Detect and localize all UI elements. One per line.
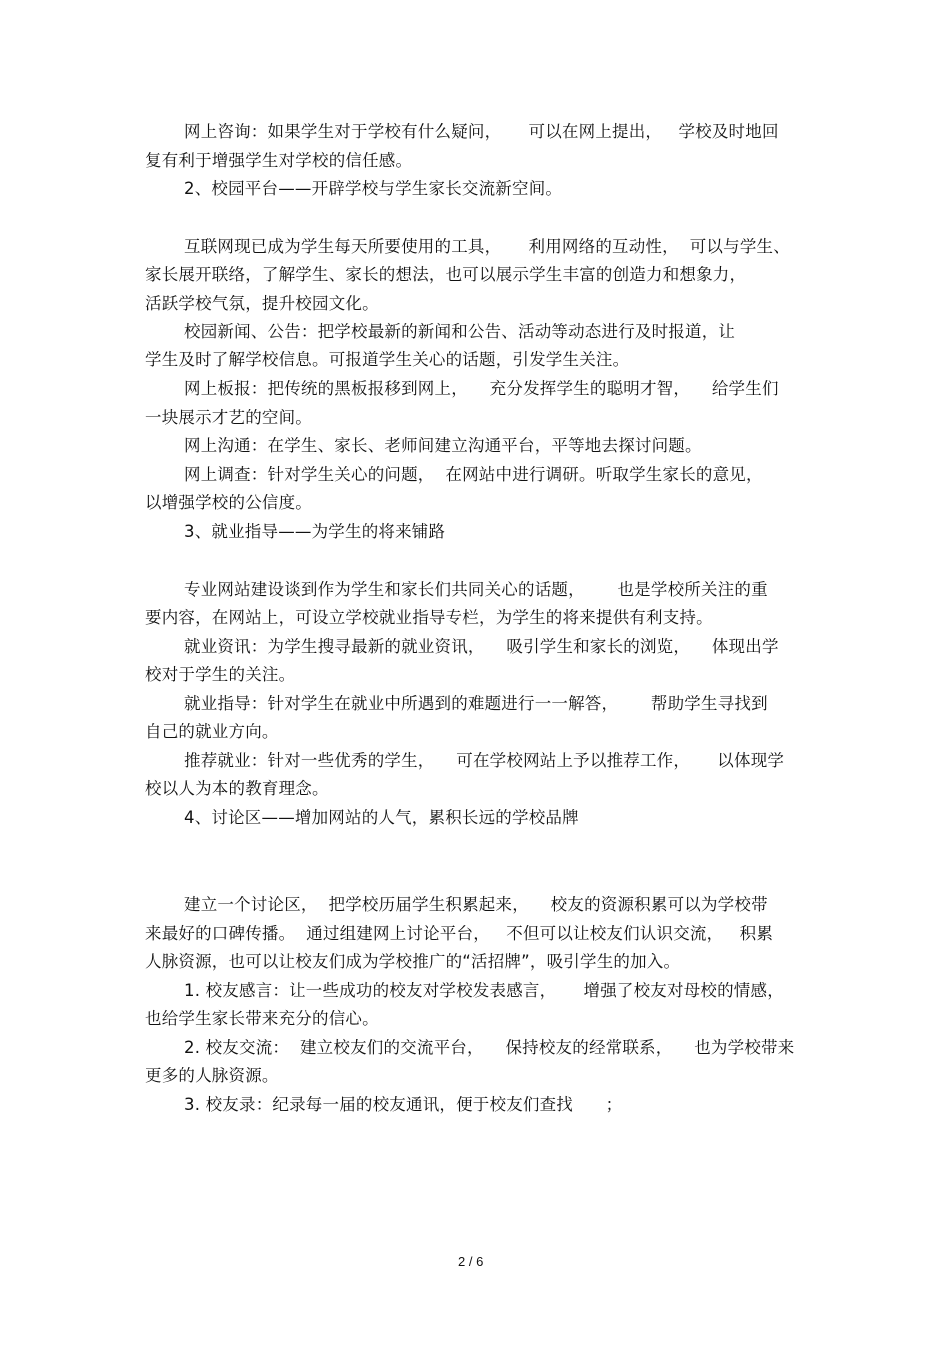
text-line: 家长展开联络，了解学生、家长的想法，也可以展示学生丰富的创造力和想象力， (145, 265, 747, 284)
text-line: 自己的就业方向。 (145, 722, 279, 741)
text-line: 互联网现已成为学生每天所要使用的工具， 利用网络的互动性， 可以与学生、 (184, 237, 790, 256)
text-line: 校以人为本的教育理念。 (145, 779, 329, 798)
text-line: 复有利于增强学生对学校的信任感。 (145, 151, 413, 170)
text-line: 1. 校友感言：让一些成功的校友对学校发表感言， 增强了校友对母校的情感， (184, 981, 784, 1000)
page-number: 2 / 6 (458, 1254, 484, 1269)
text-line: 专业网站建设谈到作为学生和家长们共同关心的话题， 也是学校所关注的重 (184, 580, 768, 599)
text-line: 网上沟通：在学生、家长、老师间建立沟通平台，平等地去探讨问题。 (184, 436, 702, 455)
text-line: 建立一个讨论区， 把学校历届学生积累起来， 校友的资源积累可以为学校带 (184, 895, 768, 914)
text-line: 网上调查：针对学生关心的问题， 在网站中进行调研。听取学生家长的意见， (184, 465, 763, 484)
section-heading: 4、讨论区——增加网站的人气，累积长远的学校品牌 (184, 808, 579, 827)
text-line: 人脉资源，也可以让校友们成为学校推广的“活招牌”，吸引学生的加入。 (145, 952, 681, 971)
text-line: 更多的人脉资源。 (145, 1066, 279, 1085)
text-line: 推荐就业：针对一些优秀的学生， 可在学校网站上予以推荐工作， 以体现学 (184, 751, 785, 770)
text-line: 校对于学生的关注。 (145, 665, 296, 684)
text-line: 活跃学校气氛，提升校园文化。 (145, 294, 379, 313)
text-line: 网上咨询：如果学生对于学校有什么疑问， 可以在网上提出， 学校及时地回 (184, 122, 779, 141)
text-line: 校园新闻、公告：把学校最新的新闻和公告、活动等动态进行及时报道，让 (184, 322, 736, 341)
text-line: 来最好的口碑传播。 通过组建网上讨论平台， 不但可以让校友们认识交流， 积累 (145, 924, 774, 943)
text-line: 网上板报：把传统的黑板报移到网上， 充分发挥学生的聪明才智， 给学生们 (184, 379, 779, 398)
text-line: 一块展示才艺的空间。 (145, 408, 312, 427)
text-line: 以增强学校的公信度。 (145, 493, 312, 512)
text-line: 就业指导：针对学生在就业中所遇到的难题进行一一解答， 帮助学生寻找到 (184, 694, 768, 713)
text-line: 3. 校友录：纪录每一届的校友通讯，便于校友们查找 ； (184, 1095, 623, 1114)
text-line: 就业资讯：为学生搜寻最新的就业资讯， 吸引学生和家长的浏览， 体现出学 (184, 637, 779, 656)
text-line: 也给学生家长带来充分的信心。 (145, 1009, 379, 1028)
section-heading: 2、校园平台——开辟学校与学生家长交流新空间。 (184, 179, 563, 198)
text-line: 2. 校友交流： 建立校友们的交流平台， 保持校友的经常联系， 也为学校带来 (184, 1038, 795, 1057)
text-line: 学生及时了解学校信息。可报道学生关心的话题，引发学生关注。 (145, 350, 630, 369)
text-line: 要内容，在网站上，可设立学校就业指导专栏，为学生的将来提供有利支持。 (145, 608, 713, 627)
section-heading: 3、就业指导——为学生的将来铺路 (184, 522, 446, 541)
